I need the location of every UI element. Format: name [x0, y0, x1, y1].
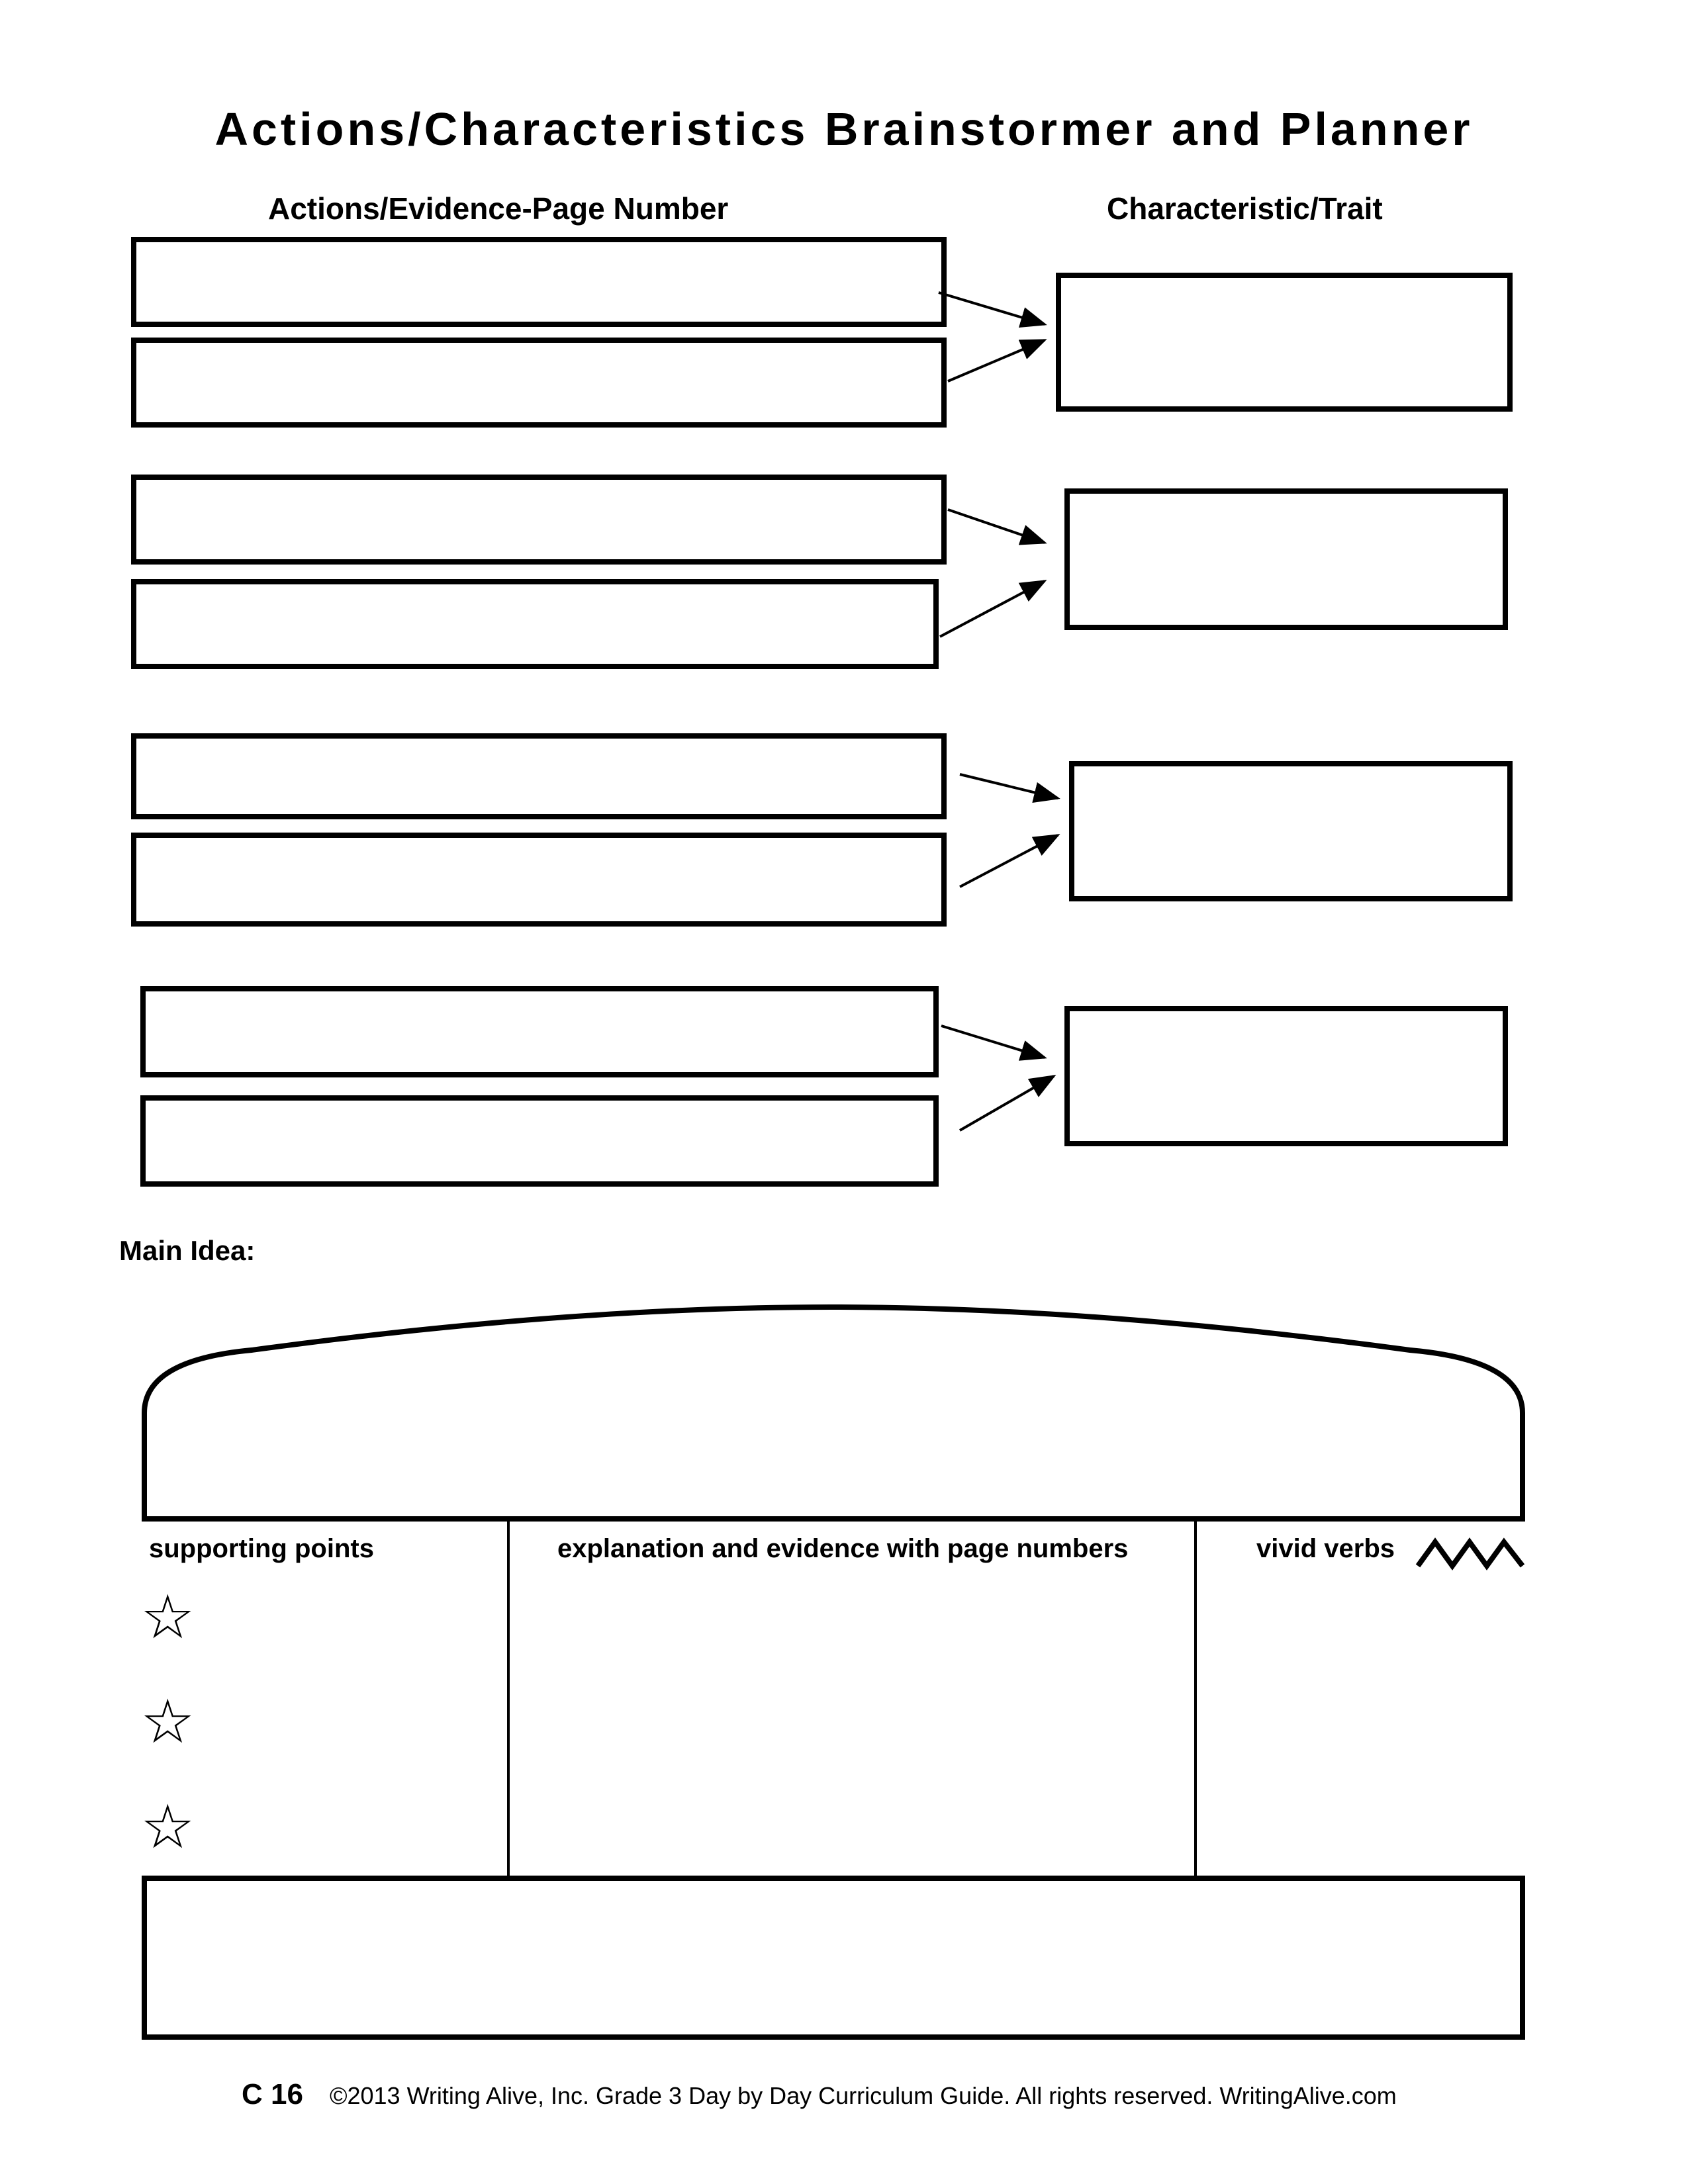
- zigzag-icon: [1418, 1542, 1523, 1566]
- copyright-text: ©2013 Writing Alive, Inc. Grade 3 Day by Day Curriculum Guide. All rights reserved. WritingAlive.com: [329, 2082, 1397, 2109]
- supporting-points-label: supporting points: [149, 1534, 374, 1563]
- actions-column-heading: Actions/Evidence-Page Number: [268, 191, 729, 226]
- arrow-4a: [941, 1026, 1045, 1058]
- footer: [242, 2078, 1397, 2111]
- arrow-3b: [960, 835, 1058, 887]
- main-idea-label: Main Idea:: [119, 1235, 256, 1266]
- arrow-4b: [960, 1076, 1054, 1130]
- explanation-label: explanation and evidence with page numbers: [557, 1534, 1129, 1563]
- conclusion-box[interactable]: [142, 1876, 1525, 2040]
- star-outline-icon: ☆: [140, 1582, 195, 1653]
- page-code: C 16: [242, 2078, 303, 2111]
- star-outline-icon: ☆: [140, 1686, 195, 1757]
- arrow-1b: [948, 340, 1045, 381]
- arrow-3a: [960, 774, 1058, 798]
- vivid-verbs-label: vivid verbs: [1256, 1534, 1395, 1563]
- page-title: Actions/Characteristics Brainstormer and Planner: [214, 103, 1474, 155]
- main-idea-arch: [144, 1307, 1523, 1519]
- arrow-2a: [948, 510, 1045, 543]
- arrow-1a: [939, 293, 1045, 324]
- star-outline-icon: ☆: [140, 1792, 195, 1862]
- trait-column-heading: Characteristic/Trait: [1107, 191, 1383, 226]
- arrow-2b: [940, 581, 1045, 637]
